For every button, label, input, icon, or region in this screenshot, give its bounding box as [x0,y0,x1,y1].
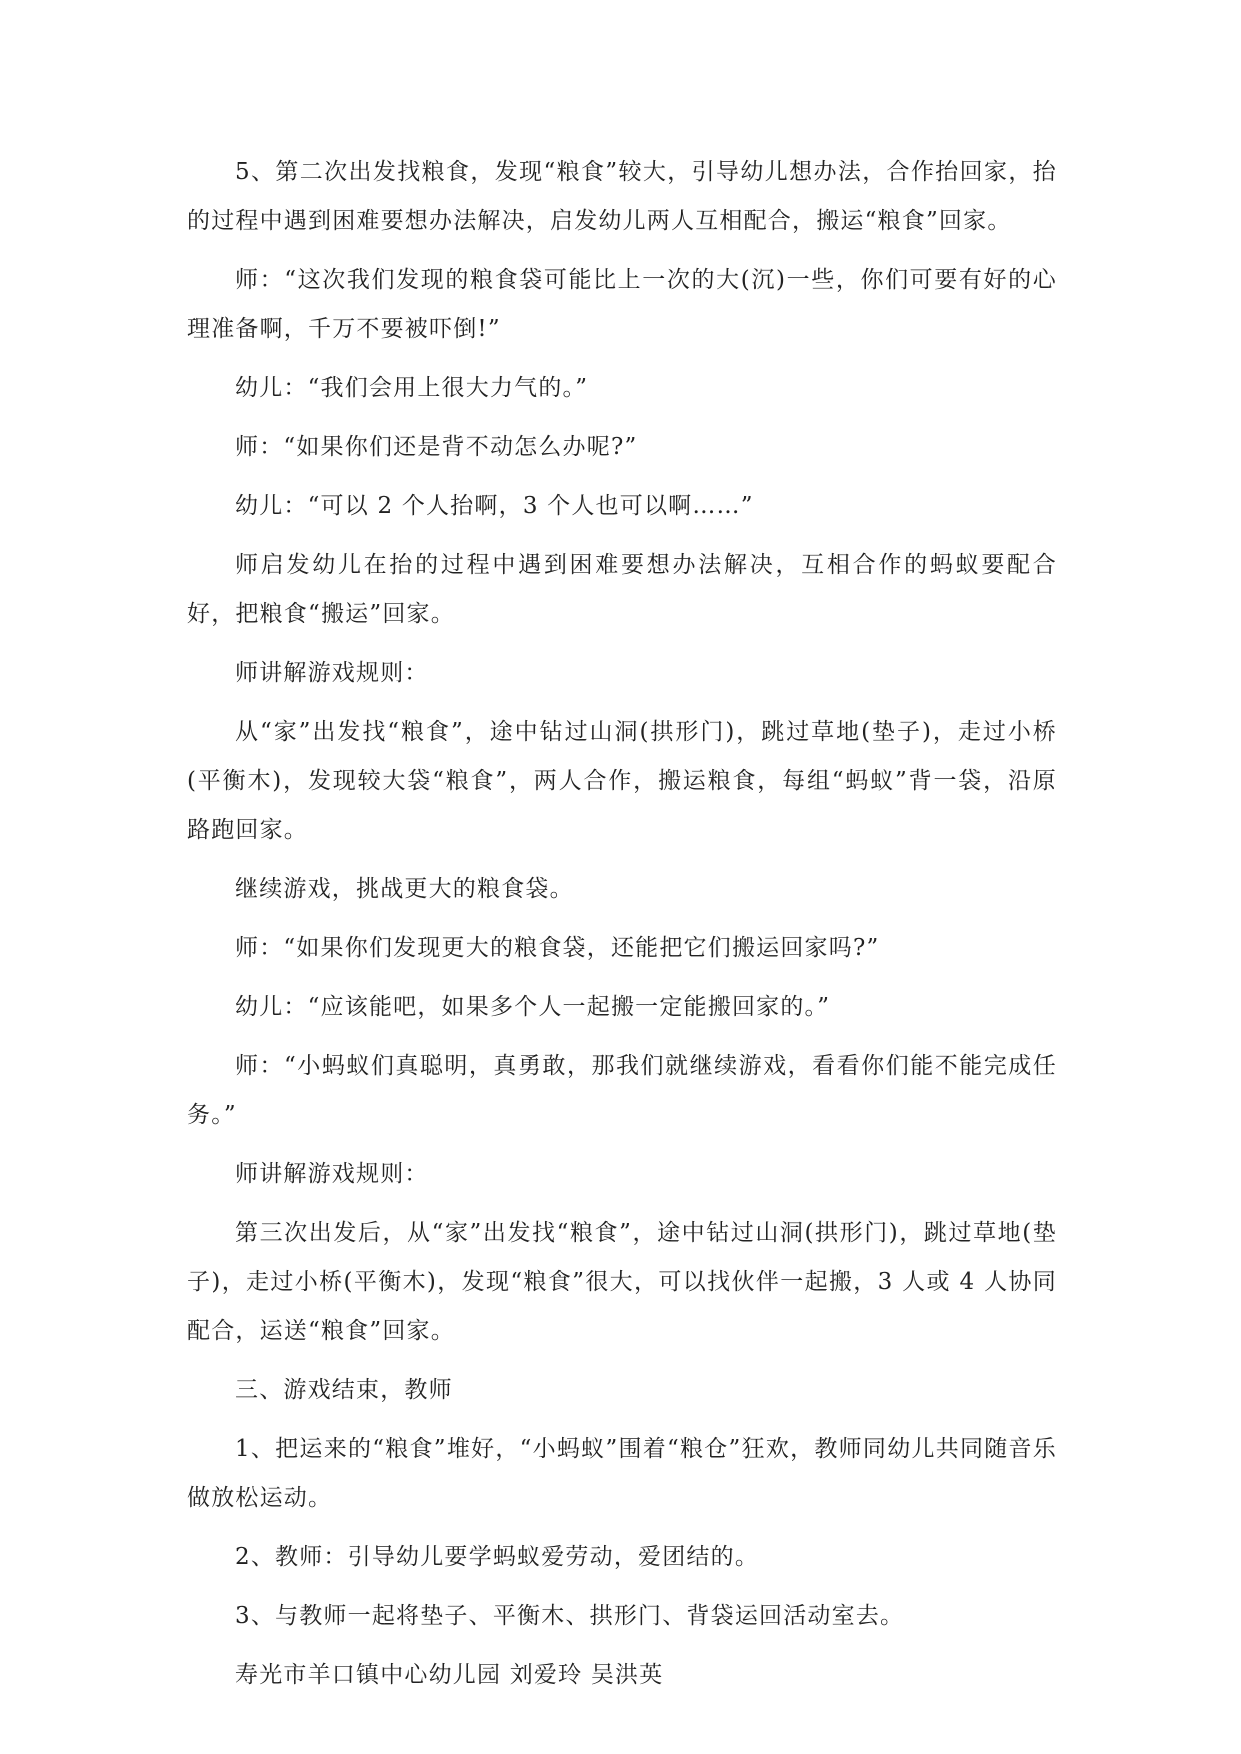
paragraph-author: 寿光市羊口镇中心幼儿园 刘爱玲 吴洪英 [235,1662,664,1688]
paragraph-child-line-1: 幼儿：“我们会用上很大力气的。” [235,375,589,401]
paragraph-rules-2: 第三次出发后，从“家”出发找“粮食”，途中钻过山洞(拱形门)，跳过草地(垫子)，走过小桥(平衡木)，发现“粮食”很大，可以找伙伴一起搬，3 人或 4 人协同配合，运送“粮食”回家。 [187,1220,1057,1344]
document-body [187,148,1057,1700]
paragraph-teacher-line-4: 师：“小蚂蚁们真聪明，真勇敢，那我们就继续游戏，看看你们能不能完成任务。” [187,1053,1057,1128]
paragraph-rules-heading-2: 师讲解游戏规则： [235,1161,429,1187]
paragraph-item-3: 3、与教师一起将垫子、平衡木、拱形门、背袋运回活动室去。 [235,1603,905,1629]
paragraph-item-1: 1、把运来的“粮食”堆好，“小蚂蚁”围着“粮仓”狂欢，教师同幼儿共同随音乐做放松运动。 [187,1436,1057,1511]
paragraph-child-line-3: 幼儿：“应该能吧，如果多个人一起搬一定能搬回家的。” [235,994,831,1020]
paragraph-child-line-2: 幼儿：“可以 2 个人抬啊，3 个人也可以啊……” [235,493,754,519]
paragraph-continue-game: 继续游戏，挑战更大的粮食袋。 [235,876,574,902]
paragraph-teacher-line-3: 师：“如果你们发现更大的粮食袋，还能把它们搬运回家吗?” [235,935,880,961]
paragraph-section-3-heading: 三、游戏结束，教师 [235,1377,453,1403]
paragraph-teacher-guidance: 师启发幼儿在抬的过程中遇到困难要想办法解决，互相合作的蚂蚁要配合好，把粮食“搬运”回家。 [187,552,1057,627]
paragraph-teacher-line-2: 师：“如果你们还是背不动怎么办呢?” [235,434,638,460]
paragraph-teacher-line-1: 师：“这次我们发现的粮食袋可能比上一次的大(沉)一些，你们可要有好的心理准备啊，千万不要被吓倒!” [187,267,1057,342]
paragraph-item-2: 2、教师：引导幼儿要学蚂蚁爱劳动，爱团结的。 [235,1544,760,1570]
paragraph-rules-heading-1: 师讲解游戏规则： [235,660,429,686]
paragraph-rules-1: 从“家”出发找“粮食”，途中钻过山洞(拱形门)，跳过草地(垫子)，走过小桥(平衡木)，发现较大袋“粮食”，两人合作，搬运粮食，每组“蚂蚁”背一袋，沿原路跑回家。 [187,719,1057,843]
paragraph-step-5: 5、第二次出发找粮食，发现“粮食”较大，引导幼儿想办法，合作抬回家，抬的过程中遇到困难要想办法解决，启发幼儿两人互相配合，搬运“粮食”回家。 [187,159,1057,234]
